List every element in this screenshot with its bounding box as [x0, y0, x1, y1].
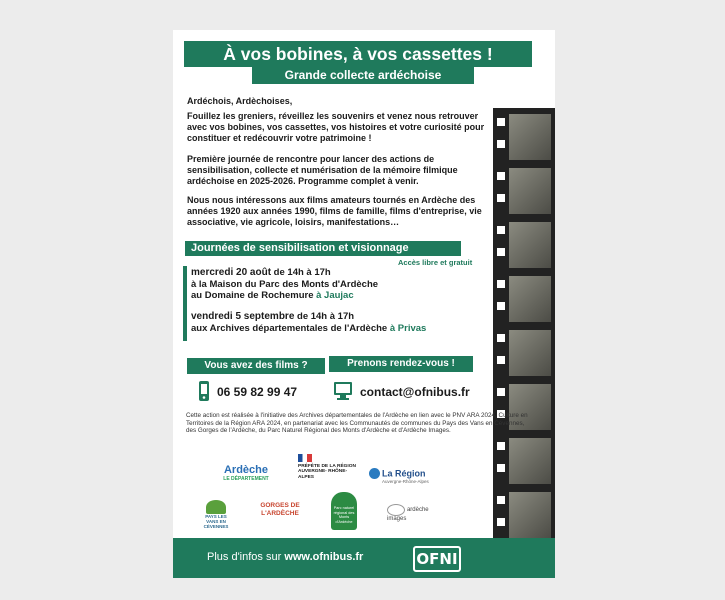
film-strip-decoration	[493, 108, 555, 578]
event-place: à la Maison du Parc des Monts d'Ardèche	[191, 278, 379, 290]
event-1	[191, 267, 491, 302]
poster-subtitle: Grande collecte ardéchoise	[252, 67, 474, 84]
prefecture-logo: PRÉFÈTE DE LA RÉGION AUVERGNE- RHÔNE-ALPES	[298, 454, 358, 480]
poster-title: À vos bobines, à vos cassettes !	[184, 41, 532, 67]
phone-icon	[197, 380, 211, 402]
footer	[173, 538, 555, 578]
ardeche-department-logo: Ardèche LE DÉPARTEMENT	[223, 464, 269, 482]
event-2	[191, 311, 491, 334]
intro-paragraph: Fouillez les greniers, réveillez les souvenirs et venez nous retrouver avec vos bobines, vos cassettes, vos histoires et votre curiosité pour constituer et redécouvrir votre patrimoine !	[187, 111, 485, 143]
event-city: à Jaujac	[316, 290, 354, 301]
ofni-logo: OFNI	[413, 546, 461, 572]
parc-naturel-logo: Parc naturel régional des Monts d'Ardèche	[331, 492, 359, 532]
cta-have-films: Vous avez des films ?	[187, 358, 325, 374]
cta-appointment: Prenons rendez-vous !	[329, 356, 473, 372]
event-date: mercredi 20 août	[191, 267, 272, 278]
ardeche-images-logo: ardèche images	[387, 504, 447, 523]
film-frame	[509, 330, 551, 376]
gorges-ardeche-logo: GORGES DE L'ARDÈCHE	[260, 502, 300, 517]
email-address[interactable]: contact@ofnibus.fr	[360, 385, 470, 399]
section-title: Journées de sensibilisation et visionnage	[185, 241, 461, 256]
film-frame	[509, 438, 551, 484]
footer-url[interactable]: www.ofnibus.fr	[284, 551, 364, 563]
computer-icon	[332, 380, 354, 402]
pays-les-vans-logo: PAYS LES VANS EN CÉVENNES	[200, 500, 232, 529]
event-city: à Privas	[389, 322, 427, 334]
film-frame	[509, 222, 551, 268]
film-frame	[509, 168, 551, 214]
event-place: aux Archives départementales de l'Ardèche	[191, 322, 390, 334]
footer-text: Plus d'infos sur www.ofnibus.fr	[207, 551, 364, 563]
first-day-paragraph: Première journée de rencontre pour lancer des actions de sensibilisation, collecte et numérisation de la mémoire filmique ardéchoise en 2025-2026. Programme complet à venir.	[187, 154, 458, 186]
phone-number[interactable]: 06 59 82 99 47	[217, 385, 298, 399]
poster	[173, 30, 555, 578]
fine-print: Cette action est réalisée à l'initiative des Archives départementales de l'Ardèche en lien avec le PNV ARA 2024, Culture en Territoires de la Région ARA 2024, en partenariat avec les Communautés de communes du Pays des Vans en Cévennes, des Gorges de l'Ardèche, du Parc Naturel Régional des Monts d'Ardèche et d'Ardèche Images.	[186, 412, 528, 435]
event-place: au Domaine de Rochemure	[191, 290, 317, 301]
event-bar	[183, 266, 187, 341]
access-note: Accès libre et gratuit	[398, 258, 473, 267]
region-logo: La Région Auvergne-Rhône-Alpes	[369, 468, 439, 484]
interest-paragraph: Nous nous intéressons aux films amateurs tournés en Ardèche des années 1920 aux années 1990, films de famille, films d'entreprise, vie associative, vie agricole, loisirs, manifestations…	[187, 195, 482, 227]
film-frame	[509, 276, 551, 322]
event-time: de 14h à 17h	[271, 267, 331, 278]
film-frame	[509, 492, 551, 538]
event-date: vendredi 5 septembre	[191, 311, 295, 322]
film-frame	[509, 114, 551, 160]
greeting: Ardéchois, Ardèchoises,	[187, 96, 293, 106]
event-time: de 14h à 17h	[294, 311, 355, 322]
